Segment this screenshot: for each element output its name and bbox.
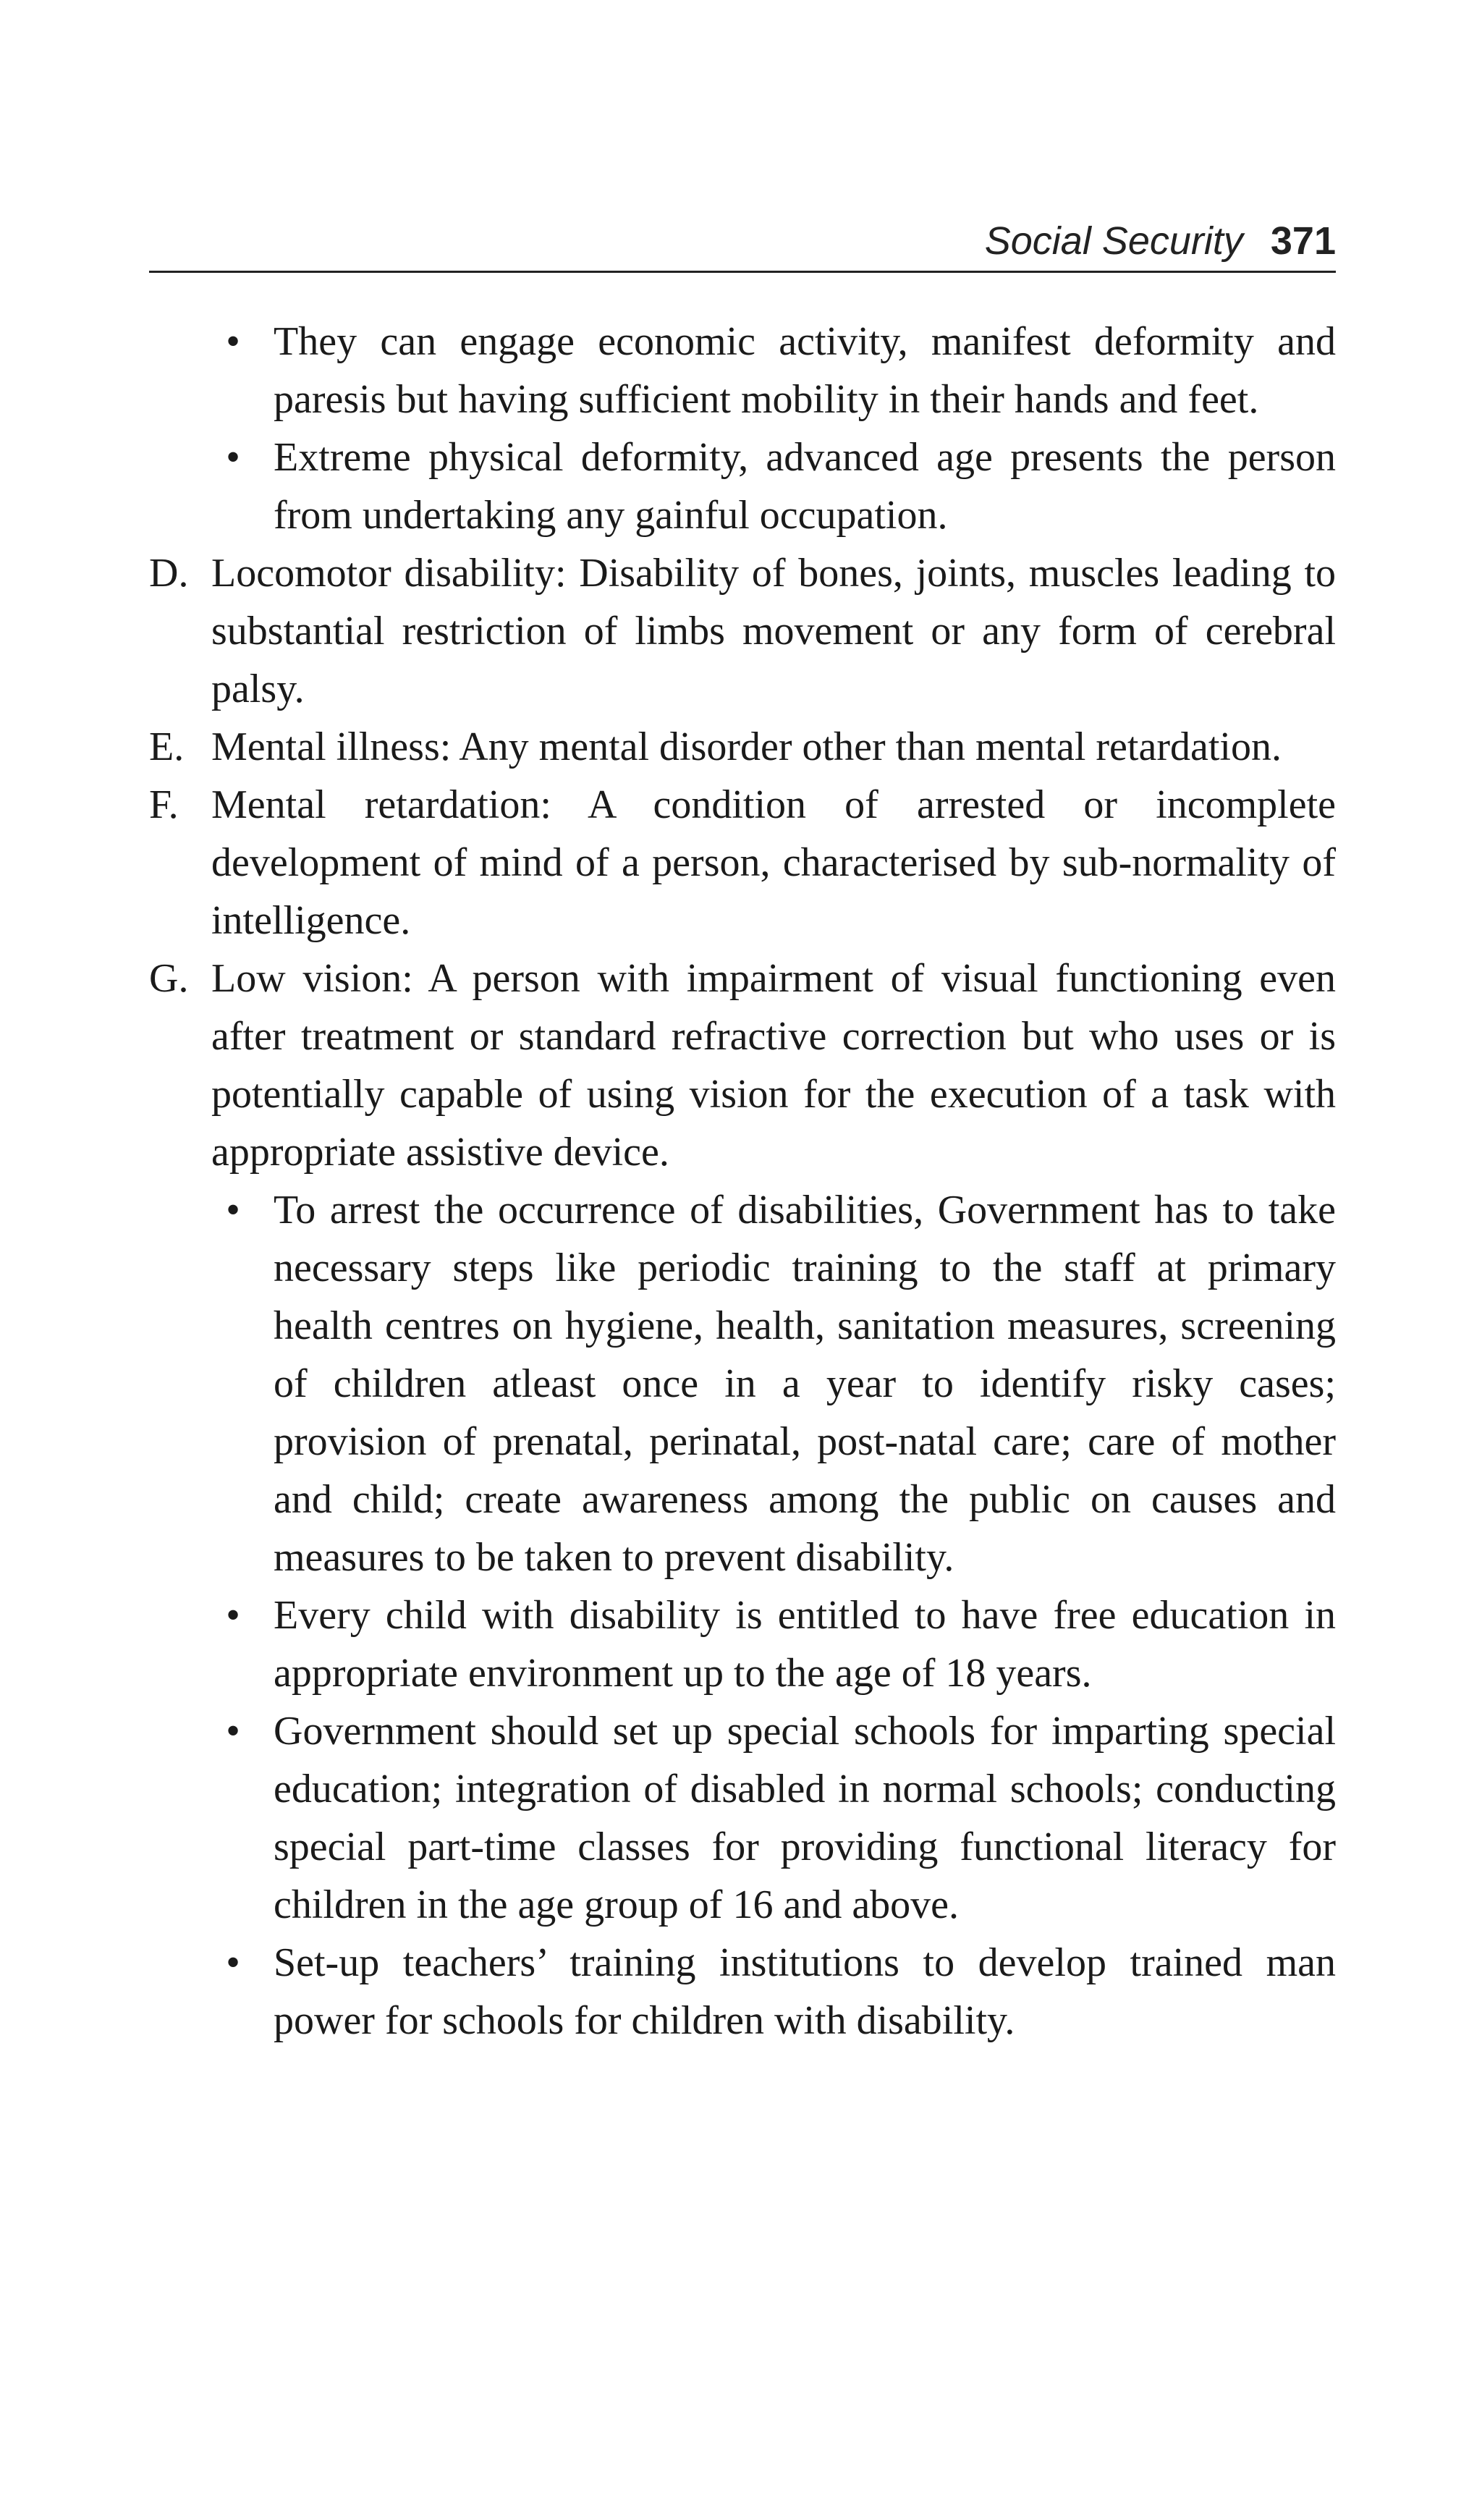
- bullet-marker: •: [226, 1940, 240, 1985]
- bullet-marker: •: [226, 1593, 240, 1638]
- header-inner: [985, 219, 1336, 263]
- page-body: [149, 313, 1336, 2050]
- list-item-bullet-6: [149, 1934, 1336, 2050]
- list-item-f: [149, 776, 1336, 950]
- list-item-bullet-4: [149, 1586, 1336, 1702]
- list-item-g: [149, 950, 1336, 1181]
- bullet-marker: •: [226, 435, 240, 480]
- list-item-text: Low vision: A person with impairment of visual functioning even after treatment or standard refractive correction but who uses or is potentially capable of using vision for the execution of a task with appropriate assistive device.: [211, 956, 1336, 1175]
- list-item-bullet-1: [149, 313, 1336, 428]
- page-header: [149, 214, 1336, 273]
- list-item-bullet-3: [149, 1181, 1336, 1586]
- list-item-text: To arrest the occurrence of disabilities, Government has to take necessary steps like periodic training to the staff at primary health centres on hygiene, health, sanitation measures, screening of children atleast once in a year to identify risky cases; provision of prenatal, perinatal, post-natal care; care of mother and child; create awareness among the public on causes and measures to be taken to prevent disability.: [274, 1188, 1336, 1580]
- list-item-e: [149, 718, 1336, 776]
- bullet-marker: •: [226, 319, 240, 364]
- bullet-marker: •: [226, 1188, 240, 1232]
- list-item-text: Mental retardation: A condition of arrested or incomplete development of mind of a person, characterised by sub-normality of intelligence.: [211, 782, 1336, 943]
- list-item-text: Mental illness: Any mental disorder other than mental retardation.: [211, 724, 1282, 769]
- letter-marker: D.: [149, 551, 189, 596]
- list-item-text: They can engage economic activity, manifest deformity and paresis but having sufficient mobility in their hands and feet.: [274, 319, 1336, 422]
- running-title: Social Security: [984, 219, 1243, 263]
- page-number: 371: [1270, 219, 1336, 263]
- list-item-bullet-2: [149, 428, 1336, 544]
- list-item-text: Extreme physical deformity, advanced age presents the person from undertaking any gainful occupation.: [274, 435, 1336, 538]
- list-item-text: Set-up teachers’ training institutions to develop trained man power for schools for children with disability.: [274, 1940, 1336, 2043]
- bullet-marker: •: [226, 1709, 240, 1754]
- list-item-d: [149, 544, 1336, 718]
- list-item-text: Government should set up special schools for imparting special education; integration of disabled in normal schools; conducting special part-time classes for providing functional literacy for children in the age group of 16 and above.: [274, 1709, 1336, 1927]
- letter-marker: F.: [149, 782, 179, 827]
- letter-marker: G.: [149, 956, 189, 1001]
- letter-marker: E.: [149, 724, 185, 769]
- list-item-text: Locomotor disability: Disability of bones, joints, muscles leading to substantial restriction of limbs movement or any form of cerebral palsy.: [211, 551, 1336, 711]
- list-item-text: Every child with disability is entitled to have free education in appropriate environment up to the age of 18 years.: [274, 1593, 1336, 1696]
- list-item-bullet-5: [149, 1702, 1336, 1934]
